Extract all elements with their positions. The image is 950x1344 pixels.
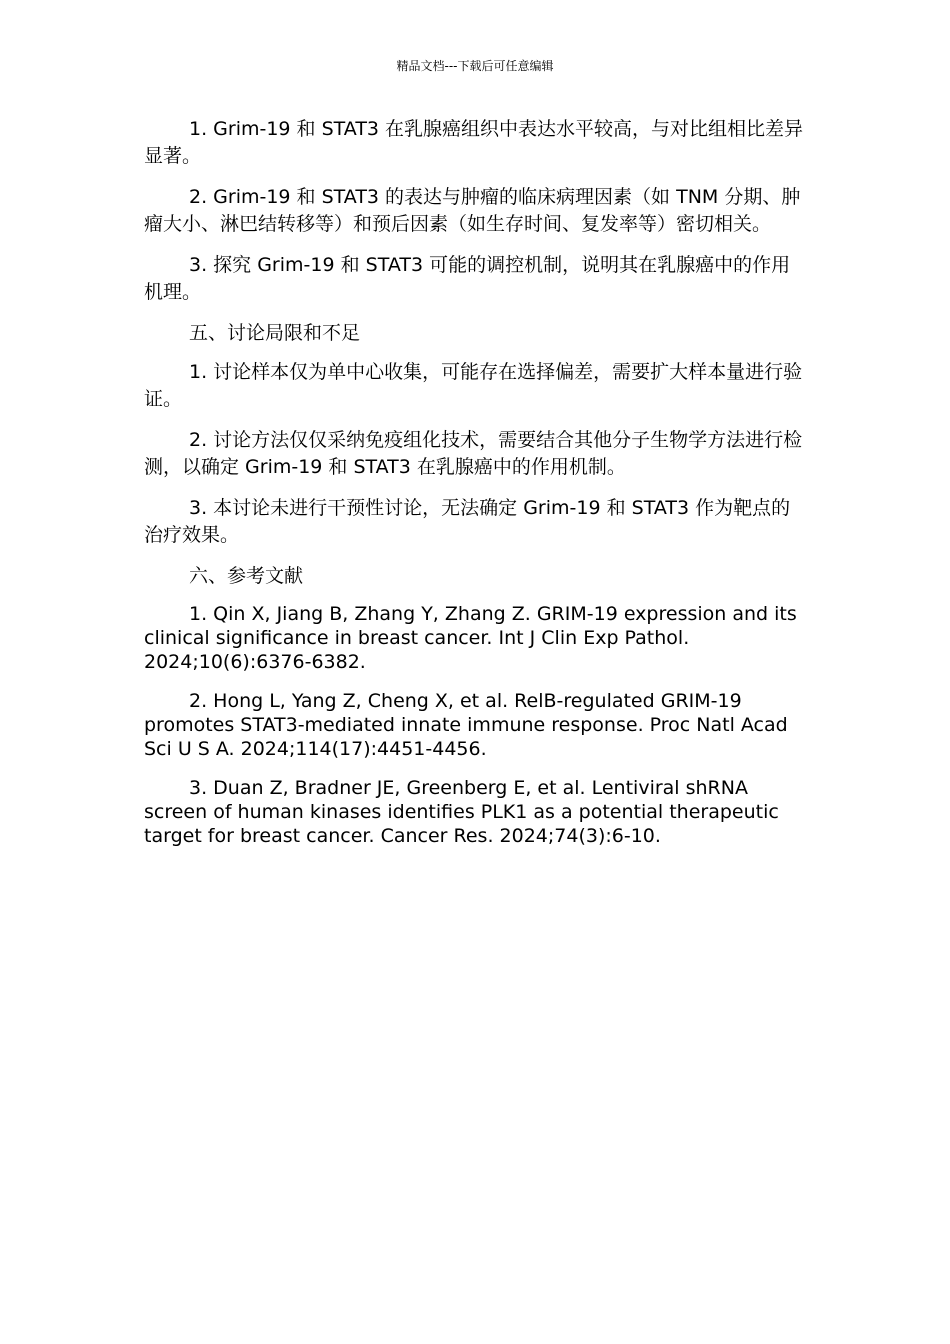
page-header: 精品文档---下载后可任意编辑 [396,59,554,73]
reference-3: 3. Duan Z, Bradner JE, Greenberg E, et al. Lentiviral shRNA screen of human kinases identifies PLK1 as a potential therapeutic target for breast cancer. Cancer Res. 2024;74(3):6-10. [144,777,779,847]
reference-2: 2. Hong L, Yang Z, Cheng X, et al. RelB-regulated GRIM-19 promotes STAT3-mediated innate immune response. Proc Natl Acad Sci U S A. 2024;114(17):4451-4456. [144,690,788,760]
document-body [144,116,808,863]
section-limitations-title: 五、讨论局限和不足 [189,322,361,344]
finding-2: 2. Grim-19 和 STAT3 的表达与肿瘤的临床病理因素（如 TNM 分期、肿瘤大小、淋巴结转移等）和预后因素（如生存时间、复发率等）密切相关。 [144,186,801,235]
reference-1: 1. Qin X, Jiang B, Zhang Y, Zhang Z. GRIM-19 expression and its clinical significance in breast cancer. Int J Clin Exp Pathol. 2024;10(6):6376-6382. [144,603,797,673]
finding-3: 3. 探究 Grim-19 和 STAT3 可能的调控机制，说明其在乳腺癌中的作用机理。 [144,254,791,303]
limitation-1: 1. 讨论样本仅为单中心收集，可能存在选择偏差，需要扩大样本量进行验证。 [144,361,803,410]
limitation-3: 3. 本讨论未进行干预性讨论，无法确定 Grim-19 和 STAT3 作为靶点的治疗效果。 [144,497,791,546]
limitation-2: 2. 讨论方法仅仅采纳免疫组化技术，需要结合其他分子生物学方法进行检测，以确定 Grim-19 和 STAT3 在乳腺癌中的作用机制。 [144,429,803,478]
finding-1: 1. Grim-19 和 STAT3 在乳腺癌组织中表达水平较高，与对比组相比差异显著。 [144,118,804,167]
section-references-title: 六、参考文献 [189,565,304,587]
